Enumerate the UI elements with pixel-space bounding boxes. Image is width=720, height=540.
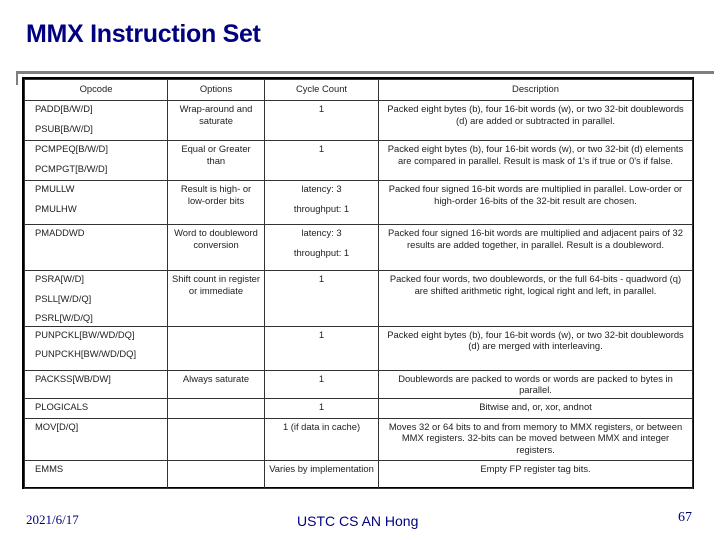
cycle-count-text: 1 bbox=[318, 103, 325, 114]
opcode-text: PSUB[B/W/D] bbox=[35, 122, 93, 134]
table-header-row bbox=[25, 80, 693, 101]
table-row bbox=[25, 271, 693, 327]
opcode-text: PADD[B/W/D] bbox=[35, 103, 93, 114]
opcode-cell bbox=[25, 398, 168, 418]
options-cell: Equal or Greater than bbox=[168, 141, 265, 181]
title-divider-tick bbox=[16, 71, 18, 85]
footer-author: USTC CS AN Hong bbox=[297, 513, 419, 529]
cycle-count-text: throughput: 1 bbox=[293, 202, 350, 214]
opcode-cell bbox=[25, 181, 168, 225]
table-row bbox=[25, 181, 693, 225]
opcode-text: PCMPGT[B/W/D] bbox=[35, 162, 108, 174]
options-cell: Result is high- or low-order bits bbox=[168, 181, 265, 225]
options-cell: Word to doubleword conversion bbox=[168, 225, 265, 271]
cycle-count-text: 1 bbox=[318, 273, 325, 284]
options-cell: Always saturate bbox=[168, 370, 265, 398]
description-cell: Packed eight bytes (b), four 16-bit words (w), or two 32-bit (d) elements are compared in parallel. Result is mask of 1's if true or 0's if false. bbox=[379, 141, 693, 181]
opcode-text: PMULLW bbox=[35, 183, 75, 194]
cycle-count-cell bbox=[265, 398, 379, 418]
table-row bbox=[25, 225, 693, 271]
table-row bbox=[25, 141, 693, 181]
cycle-count-text: 1 bbox=[318, 143, 325, 154]
opcode-text: PMULHW bbox=[35, 202, 77, 214]
cycle-count-text: 1 bbox=[318, 400, 325, 412]
cycle-count-text: 1 bbox=[318, 328, 325, 340]
header-cycle-count: Cycle Count bbox=[265, 80, 379, 101]
cycle-count-text: 1 bbox=[318, 372, 325, 384]
table-row bbox=[25, 398, 693, 418]
description-cell: Moves 32 or 64 bits to and from memory to MMX registers, or between MMX registers. 32-bits can be moved between MMX and integer registers. bbox=[379, 418, 693, 460]
cycle-count-text: throughput: 1 bbox=[293, 246, 350, 258]
options-cell bbox=[168, 398, 265, 418]
opcode-cell bbox=[25, 326, 168, 370]
options-cell bbox=[168, 460, 265, 488]
description-cell: Doublewords are packed to words or words are packed to bytes in parallel. bbox=[379, 370, 693, 398]
cycle-count-text: Varies by implementation bbox=[269, 462, 374, 474]
cycle-count-cell bbox=[265, 418, 379, 460]
cycle-count-cell bbox=[265, 225, 379, 271]
cycle-count-cell bbox=[265, 141, 379, 181]
description-cell: Packed four words, two doublewords, or the full 64-bits - quadword (q) are shifted arithmetic right, logical right and left, in parallel. bbox=[379, 271, 693, 327]
description-cell: Packed eight bytes (b), four 16-bit words (w), or two 32-bit doublewords (d) are added or subtracted in parallel. bbox=[379, 101, 693, 141]
opcode-cell bbox=[25, 370, 168, 398]
opcode-text: PCMPEQ[B/W/D] bbox=[35, 143, 108, 154]
table-row bbox=[25, 326, 693, 370]
opcode-cell bbox=[25, 101, 168, 141]
footer-date: 2021/6/17 bbox=[26, 512, 79, 527]
options-cell: Shift count in register or immediate bbox=[168, 271, 265, 327]
options-cell: Wrap-around and saturate bbox=[168, 101, 265, 141]
description-cell: Packed eight bytes (b), four 16-bit words (w), or two 32-bit doublewords (d) are merged with interleaving. bbox=[379, 326, 693, 370]
title-divider bbox=[16, 71, 714, 74]
options-cell bbox=[168, 418, 265, 460]
opcode-text: PUNPCKH[BW/WD/DQ] bbox=[35, 348, 137, 359]
opcode-text: PMADDWD bbox=[35, 227, 85, 238]
description-cell: Packed four signed 16-bit words are multiplied in parallel. Low-order or high-order 16-bits of the 32-bit result are chosen. bbox=[379, 181, 693, 225]
opcode-text: PUNPCKL[BW/WD/DQ] bbox=[35, 328, 135, 340]
cycle-count-cell bbox=[265, 460, 379, 488]
description-cell: Empty FP register tag bits. bbox=[379, 460, 693, 488]
slide-title: MMX Instruction Set bbox=[26, 20, 261, 48]
header-options: Options bbox=[168, 80, 265, 101]
options-cell bbox=[168, 326, 265, 370]
cycle-count-cell bbox=[265, 271, 379, 327]
header-opcode: Opcode bbox=[25, 80, 168, 101]
opcode-text: MOV[D/Q] bbox=[35, 420, 79, 432]
opcode-cell bbox=[25, 418, 168, 460]
cycle-count-cell bbox=[265, 101, 379, 141]
cycle-count-text: 1 (if data in cache) bbox=[282, 420, 361, 432]
description-cell: Bitwise and, or, xor, andnot bbox=[379, 398, 693, 418]
opcode-cell bbox=[25, 460, 168, 488]
opcode-text: PSRL[W/D/Q] bbox=[35, 312, 93, 323]
cycle-count-cell bbox=[265, 326, 379, 370]
cycle-count-text: latency: 3 bbox=[301, 183, 342, 194]
opcode-text: EMMS bbox=[35, 462, 64, 474]
cycle-count-cell bbox=[265, 370, 379, 398]
opcode-text: PACKSS[WB/DW] bbox=[35, 372, 111, 384]
opcode-cell bbox=[25, 271, 168, 327]
table-row bbox=[25, 418, 693, 460]
opcode-text: PLOGICALS bbox=[35, 400, 89, 412]
opcode-cell bbox=[25, 141, 168, 181]
table-row bbox=[25, 370, 693, 398]
instruction-table-frame bbox=[22, 77, 694, 489]
page-number: 67 bbox=[678, 510, 692, 525]
opcode-text: PSLL[W/D/Q] bbox=[35, 292, 92, 304]
instruction-table bbox=[24, 79, 693, 489]
cycle-count-cell bbox=[265, 181, 379, 225]
opcode-text: PSRA[W/D] bbox=[35, 273, 84, 284]
cycle-count-text: latency: 3 bbox=[301, 227, 342, 238]
description-cell: Packed four signed 16-bit words are multiplied and adjacent pairs of 32 results are added together, in parallel. Result is a doubleword. bbox=[379, 225, 693, 271]
opcode-cell bbox=[25, 225, 168, 271]
header-description: Description bbox=[379, 80, 693, 101]
table-row bbox=[25, 101, 693, 141]
table-row bbox=[25, 460, 693, 488]
